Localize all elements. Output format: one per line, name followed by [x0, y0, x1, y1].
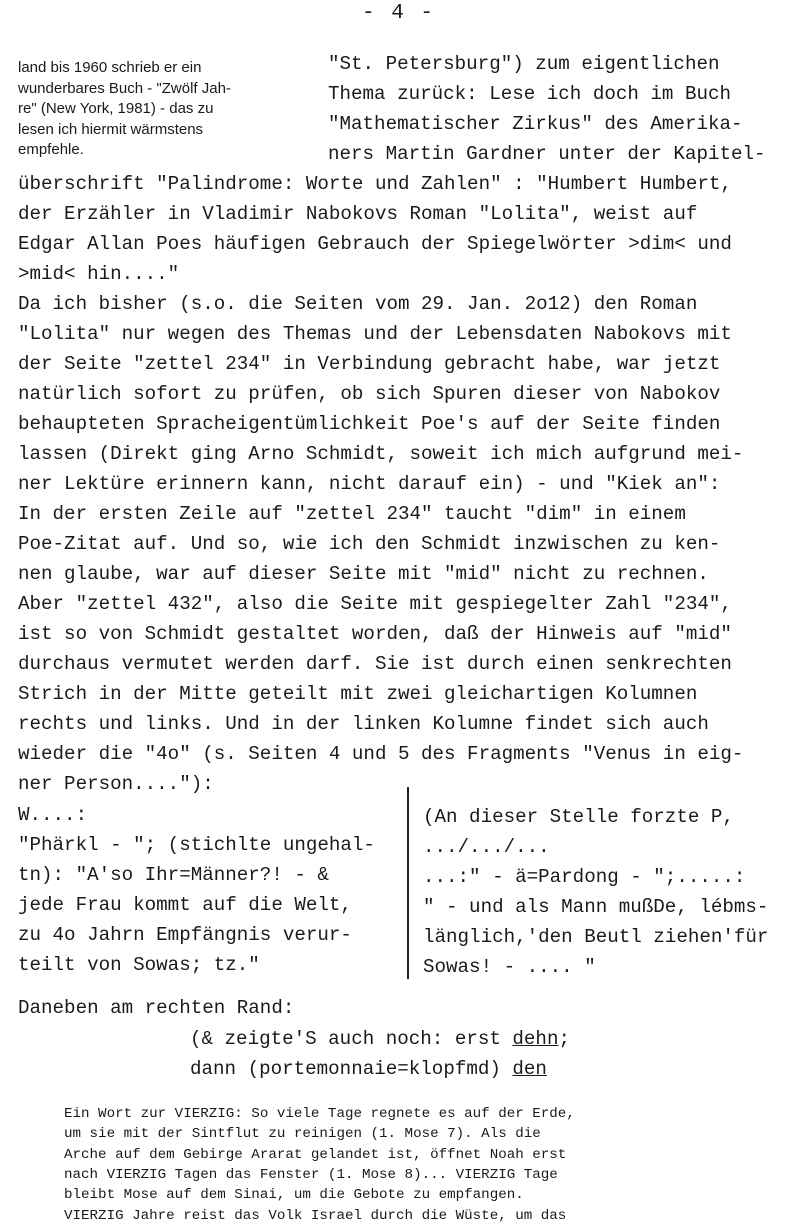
body-line: Poe-Zitat auf. Und so, wie ich den Schmidt inzwischen zu ken- [18, 533, 721, 555]
margin-quote-line [190, 1024, 570, 1054]
quote-right-line: " - und als Mann mußDe, lébms- [423, 896, 769, 918]
body-line: der Erzähler in Vladimir Nabokovs Roman "Lolita", weist auf [18, 203, 698, 225]
body-line: der Seite "zettel 234" in Verbindung gebracht habe, war jetzt [18, 353, 721, 375]
body-line: >mid< hin...." [18, 263, 180, 285]
margin-quote-text: (& zeigte'S auch noch: erst [190, 1028, 513, 1050]
page-number: - 4 - [361, 2, 435, 25]
side-note-line: wunderbares Buch - "Zwölf Jah- [18, 79, 231, 97]
body-line: ner Person...."): [18, 773, 214, 795]
bottom-note-line: um sie mit der Sintflut zu reinigen (1. Mose 7). Als die [64, 1126, 541, 1142]
side-note-line: lesen ich hiermit wärmstens [18, 120, 204, 138]
body-line: überschrift "Palindrome: Worte und Zahlen" : "Humbert Humbert, [18, 173, 732, 195]
top-right-line: ners Martin Gardner unter der Kapitel- [328, 143, 766, 165]
underlined-word: den [512, 1058, 547, 1080]
body-line: ist so von Schmidt gestaltet worden, daß der Hinweis auf "mid" [18, 623, 732, 645]
quote-left-line: zu 4o Jahrn Empfängnis verur- [18, 924, 352, 946]
body-line: nen glaube, war auf dieser Seite mit "mid" nicht zu rechnen. [18, 563, 709, 585]
margin-intro: Daneben am rechten Rand: [18, 997, 295, 1019]
quote-right-line: .../.../... [423, 836, 550, 858]
bottom-note-line: VIERZIG Jahre reist das Volk Israel durch die Wüste, um das [64, 1208, 567, 1224]
body-line: In der ersten Zeile auf "zettel 234" taucht "dim" in einem [18, 503, 686, 525]
quote-right-line: ...:" - ä=Pardong - ";.....: [423, 866, 746, 888]
side-note-line: empfehle. [18, 141, 84, 158]
top-right-line: "St. Petersburg") zum eigentlichen [328, 53, 720, 75]
bottom-note-line: Arche auf dem Gebirge Ararat gelandet ist, öffnet Noah erst [64, 1147, 567, 1163]
body-line: natürlich sofort zu prüfen, ob sich Spuren dieser von Nabokov [18, 383, 721, 405]
top-right-line: "Mathematischer Zirkus" des Amerika- [328, 113, 743, 135]
body-line: behaupteten Spracheigentümlichkeit Poe's auf der Seite finden [18, 413, 721, 435]
body-line: Aber "zettel 432", also die Seite mit gespiegelter Zahl "234", [18, 593, 732, 615]
quote-right-line: (An dieser Stelle forzte P, [423, 806, 734, 828]
quote-left-line: W....: [18, 804, 88, 826]
body-line: Edgar Allan Poes häufigen Gebrauch der Spiegelwörter >dim< und [18, 233, 732, 255]
quote-left-line: jede Frau kommt auf die Welt, [18, 894, 352, 916]
side-note [18, 58, 323, 161]
bottom-note-line: bleibt Mose auf dem Sinai, um die Gebote zu empfangen. [64, 1187, 524, 1203]
margin-quote-text: ; [558, 1028, 570, 1050]
side-note-line: re" (New York, 1981) - das zu [18, 100, 214, 117]
top-right-line: Thema zurück: Lese ich doch im Buch [328, 83, 732, 105]
side-note-line: land bis 1960 schrieb er ein [18, 59, 202, 76]
body-line: Strich in der Mitte geteilt mit zwei gleichartigen Kolumnen [18, 683, 698, 705]
bottom-note-line: nach VIERZIG Tagen das Fenster (1. Mose 8)... VIERZIG Tage [64, 1167, 558, 1183]
margin-quote-line [190, 1054, 547, 1084]
quote-left-line: teilt von Sowas; tz." [18, 954, 260, 976]
underlined-word: dehn [512, 1028, 559, 1050]
quote-right-line: Sowas! - .... " [423, 956, 596, 978]
body-line: "Lolita" nur wegen des Themas und der Lebensdaten Nabokovs mit [18, 323, 732, 345]
body-line: Da ich bisher (s.o. die Seiten vom 29. Jan. 2o12) den Roman [18, 293, 698, 315]
margin-quote-text: dann (portemonnaie=klopfmd) [190, 1058, 513, 1080]
quote-left-line: "Phärkl - "; (stichlte ungehal- [18, 834, 375, 856]
quote-left-line: tn): "A'so Ihr=Männer?! - & [18, 864, 329, 886]
body-line: lassen (Direkt ging Arno Schmidt, soweit ich mich aufgrund mei- [18, 443, 744, 465]
body-line: rechts und links. Und in der linken Kolumne findet sich auch [18, 713, 709, 735]
quote-right-line: länglich,'den Beutl ziehen'für [423, 926, 769, 948]
column-divider [407, 787, 409, 979]
body-line: durchaus vermutet werden darf. Sie ist durch einen senkrechten [18, 653, 732, 675]
bottom-note-line: Ein Wort zur VIERZIG: So viele Tage regnete es auf der Erde, [64, 1106, 575, 1122]
body-line: ner Lektüre erinnern kann, nicht darauf ein) - und "Kiek an": [18, 473, 721, 495]
body-line: wieder die "4o" (s. Seiten 4 und 5 des Fragments "Venus in eig- [18, 743, 744, 765]
